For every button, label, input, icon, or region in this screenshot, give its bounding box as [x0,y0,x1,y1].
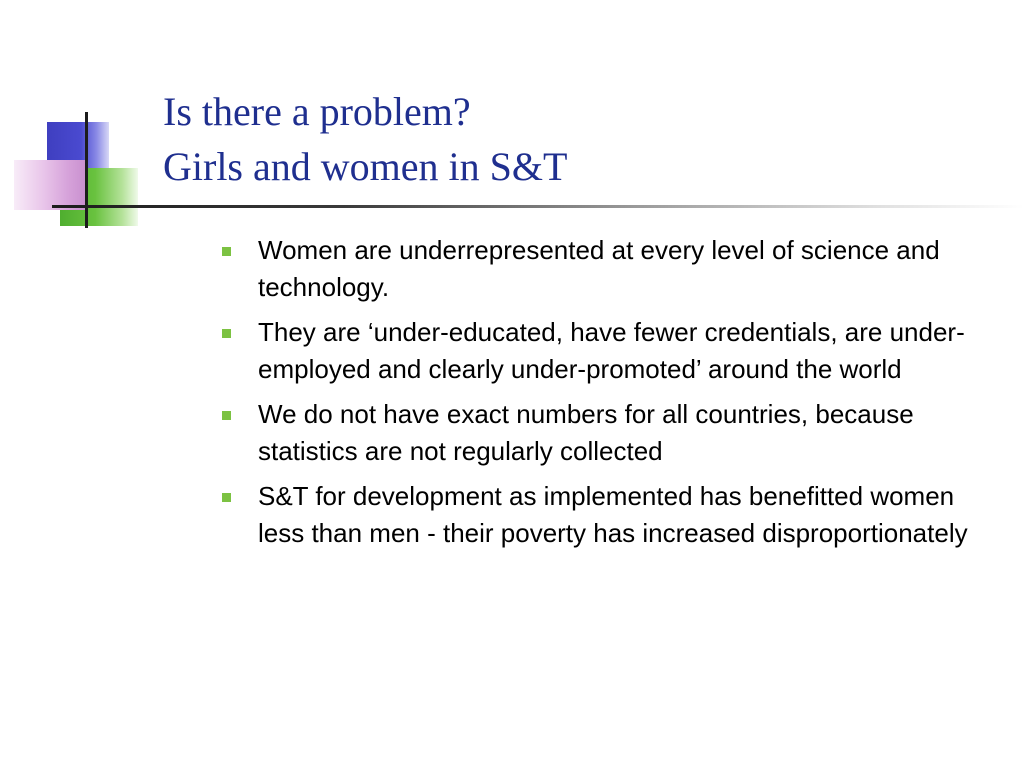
square-bullet-icon [222,493,231,502]
square-bullet-icon [222,411,231,420]
vertical-rule [85,112,88,228]
title-underline-rule [52,205,1024,208]
pink-square-decoration [14,160,86,210]
square-bullet-icon [222,329,231,338]
title-line-2: Girls and women in S&T [163,144,568,189]
bullet-text: S&T for development as implemented has benefitted women less than men - their poverty has increased disproportionately [258,481,968,548]
bullet-item [222,314,992,388]
slide-title [163,84,1003,194]
bullet-text: Women are underrepresented at every level of science and technology. [258,235,940,302]
title-line-1: Is there a problem? [163,89,471,134]
square-bullet-icon [222,247,231,256]
bullet-list [222,232,992,560]
bullet-item [222,232,992,306]
bullet-text: We do not have exact numbers for all countries, because statistics are not regularly collected [258,399,914,466]
bullet-text: They are ‘under-educated, have fewer credentials, are under-employed and clearly under-promoted’ around the world [258,317,965,384]
bullet-item [222,396,992,470]
bullet-item [222,478,992,552]
